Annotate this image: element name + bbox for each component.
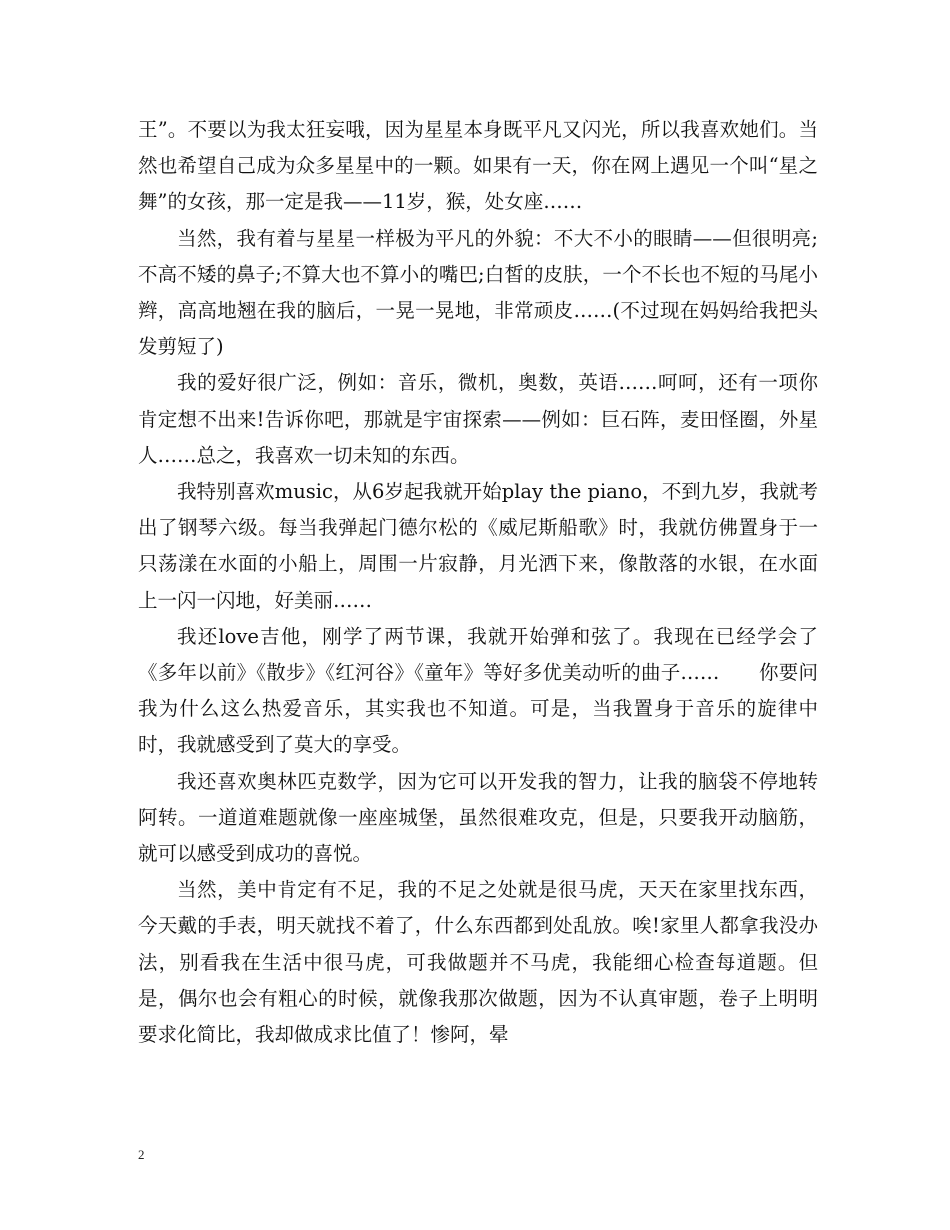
body-text	[138, 112, 818, 1053]
page-number: 2	[138, 1147, 145, 1162]
paragraph-2: 当然，我有着与星星一样极为平凡的外貌：不大不小的眼睛——但很明亮;不高不矮的鼻子;不算大也不算小的嘴巴;白皙的皮肤，一个不长也不短的马尾小辫，高高地翘在我的脑后，一晃一晃地，非常顽皮……(不过现在妈妈给我把头发剪短了)	[138, 226, 818, 359]
paragraph-7: 当然，美中肯定有不足，我的不足之处就是很马虎，天天在家里找东西，今天戴的手表，明天就找不着了，什么东西都到处乱放。唉!家里人都拿我没办法，别看我在生活中很马虎，可我做题并不马虎，我能细心检查每道题。但是，偶尔也会有粗心的时候，就像我那次做题，因为不认真审题，卷子上明明要求化简比，我却做成求比值了！惨阿，晕	[138, 878, 818, 1047]
paragraph-5: 我还love吉他，刚学了两节课，我就开始弹和弦了。我现在已经学会了《多年以前》《散步》《红河谷》《童年》等好多优美动听的曲子…… 你要问我为什么这么热爱音乐，其实我也不知道。可是，当我置身于音乐的旋律中时，我就感受到了莫大的享受。	[138, 624, 818, 757]
paragraph-4: 我特别喜欢music，从6岁起我就开始play the piano，不到九岁，我就考出了钢琴六级。每当我弹起门德尔松的《威尼斯船歌》时，我就仿佛置身于一只荡漾在水面的小船上，周围一片寂静，月光洒下来，像散落的水银，在水面上一闪一闪地，好美丽……	[138, 480, 818, 612]
paragraph-6: 我还喜欢奥林匹克数学，因为它可以开发我的智力，让我的脑袋不停地转阿转。一道道难题就像一座座城堡，虽然很难攻克，但是，只要我开动脑筋，就可以感受到成功的喜悦。	[138, 769, 818, 866]
paragraph-3: 我的爱好很广泛，例如：音乐，微机，奥数，英语……呵呵，还有一项你肯定想不出来!告诉你吧，那就是宇宙探索——例如：巨石阵，麦田怪圈，外星人……总之，我喜欢一切未知的东西。	[138, 371, 818, 467]
paragraph-1: 王”。不要以为我太狂妄哦，因为星星本身既平凡又闪光，所以我喜欢她们。当然也希望自己成为众多星星中的一颗。如果有一天，你在网上遇见一个叫“星之舞”的女孩，那一定是我——11岁，猴，处女座……	[138, 118, 818, 214]
